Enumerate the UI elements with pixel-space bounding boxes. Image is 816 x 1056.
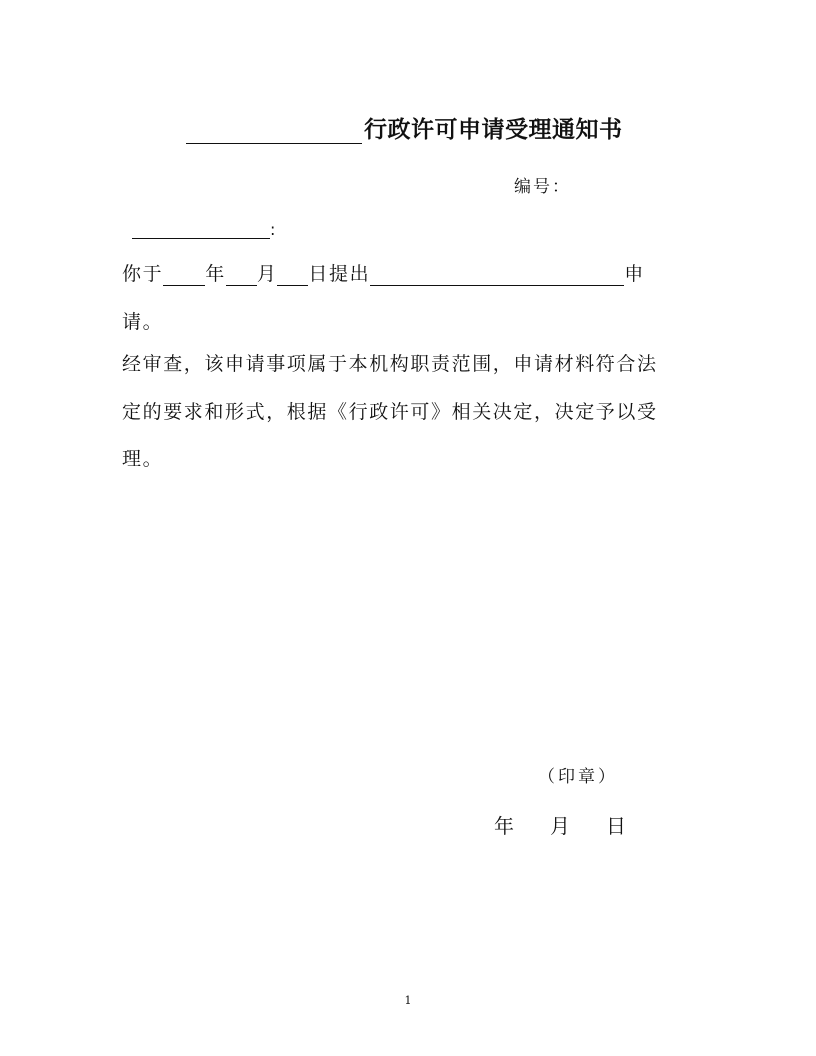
date-row <box>494 810 626 839</box>
title-authority-blank <box>186 119 362 144</box>
line1-month: 月 <box>256 263 278 285</box>
line1-day-submit: 日提出 <box>308 263 371 285</box>
day-blank <box>277 265 308 286</box>
addressee-colon: : <box>270 220 276 239</box>
body-line-1 <box>122 262 645 286</box>
body-line-2: 请。 <box>122 311 164 333</box>
line1-suffix: 申 <box>624 263 645 285</box>
date-month: 月 <box>550 814 570 838</box>
addressee-blank <box>132 220 270 239</box>
body-line-3: 经审查，该申请事项属于本机构职责范围，申请材料符合法 <box>122 353 658 375</box>
year-blank <box>163 265 205 286</box>
date-day: 日 <box>606 814 626 838</box>
title-row <box>186 116 623 144</box>
line1-prefix: 你于 <box>122 263 164 285</box>
addressee-row <box>132 220 275 239</box>
page-number: 1 <box>404 994 412 1007</box>
line1-year: 年 <box>205 263 226 285</box>
matter-blank <box>370 265 624 286</box>
date-gap <box>570 810 606 839</box>
body-line-4: 定的要求和形式，根据《行政许可》相关决定，决定予以受 <box>122 401 658 423</box>
body-line-5: 理。 <box>122 448 164 470</box>
document-title: 行政许可申请受理通知书 <box>364 117 623 143</box>
seal-label: （印章） <box>538 767 618 787</box>
date-year: 年 <box>494 814 514 838</box>
date-gap <box>514 810 550 839</box>
month-blank <box>226 265 257 286</box>
document-number-label: 编号： <box>514 177 571 197</box>
